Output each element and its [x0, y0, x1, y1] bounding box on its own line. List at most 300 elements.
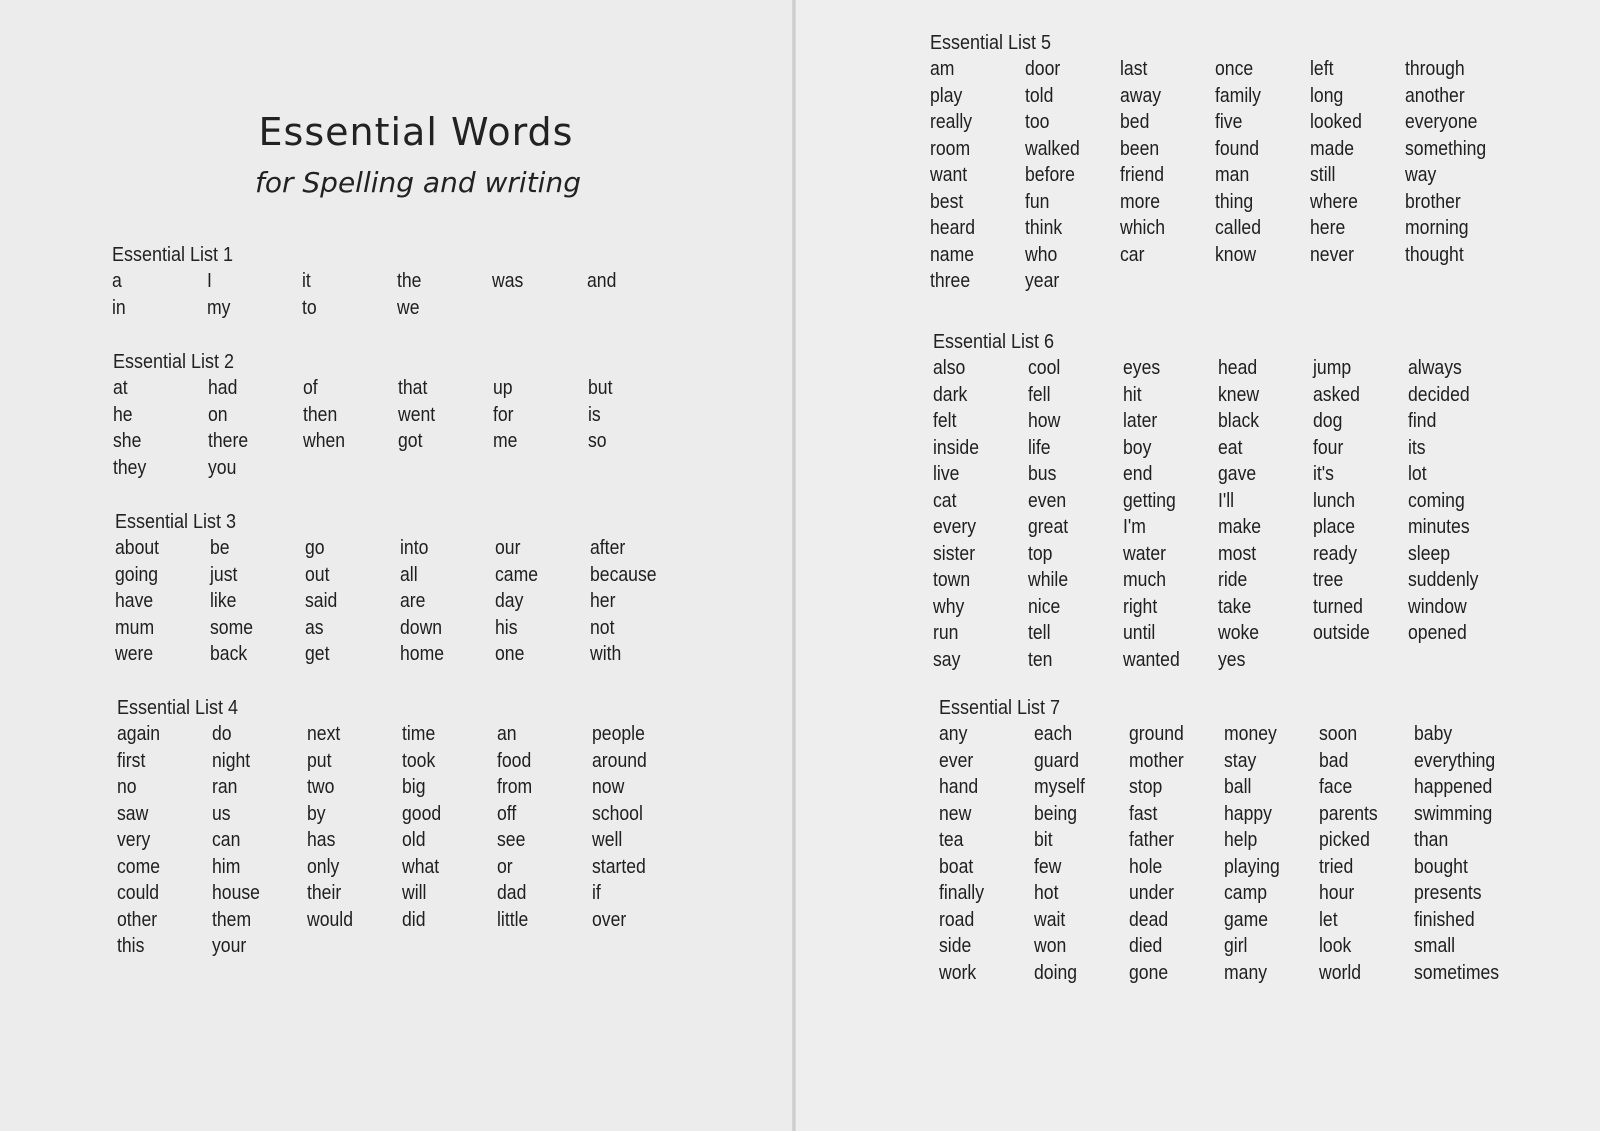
word: opened	[1408, 622, 1467, 644]
word: other	[117, 908, 158, 931]
word: getting	[1123, 489, 1176, 512]
word: dark	[933, 383, 968, 406]
list-heading: Essential List 7	[939, 697, 1061, 719]
word: did	[402, 908, 426, 931]
word: long	[1310, 84, 1344, 107]
word: make	[1218, 516, 1262, 538]
word: made	[1310, 137, 1355, 160]
word: place	[1313, 516, 1356, 538]
word-grid	[115, 535, 685, 668]
word: many	[1224, 961, 1268, 984]
word: some	[210, 616, 254, 639]
word: help	[1224, 829, 1258, 851]
word: boat	[939, 855, 974, 878]
word: have	[115, 590, 154, 612]
word: mum	[115, 616, 155, 639]
word: play	[930, 84, 963, 107]
word: really	[930, 111, 973, 133]
word: gave	[1218, 463, 1257, 485]
word: would	[307, 908, 353, 931]
word: small	[1414, 935, 1456, 957]
word: cool	[1028, 357, 1061, 379]
word: minutes	[1408, 516, 1470, 538]
word: ten	[1028, 648, 1053, 671]
word: go	[305, 537, 325, 559]
word: because	[590, 563, 657, 586]
word: more	[1120, 190, 1161, 213]
word: before	[1025, 164, 1075, 186]
word: him	[212, 855, 241, 878]
word: to	[302, 296, 317, 319]
word: walked	[1025, 137, 1080, 160]
word: something	[1405, 137, 1487, 160]
list-heading: Essential List 6	[933, 331, 1055, 353]
word: ride	[1218, 569, 1248, 591]
word: every	[933, 516, 977, 538]
word: as	[305, 616, 324, 639]
word: can	[212, 829, 241, 851]
word: fell	[1028, 383, 1051, 406]
word: ready	[1313, 542, 1358, 565]
word: if	[592, 882, 601, 904]
list-heading: Essential List 1	[112, 244, 234, 266]
word: lot	[1408, 463, 1427, 485]
word: only	[307, 855, 340, 878]
word: window	[1408, 595, 1467, 618]
word: eat	[1218, 436, 1243, 459]
word: water	[1123, 542, 1167, 565]
list-heading: Essential List 2	[113, 351, 235, 373]
word: good	[402, 802, 442, 825]
word: where	[1310, 190, 1358, 213]
word: our	[495, 537, 521, 559]
word: going	[115, 563, 159, 586]
word: heard	[930, 217, 976, 239]
word: I'll	[1218, 489, 1235, 512]
word: at	[113, 377, 128, 399]
word: face	[1319, 776, 1353, 798]
word: I'm	[1123, 516, 1146, 538]
word: of	[303, 377, 318, 399]
word: went	[398, 403, 436, 426]
word: last	[1120, 58, 1148, 80]
word: sometimes	[1414, 961, 1500, 984]
word: a	[112, 270, 122, 292]
word: mother	[1129, 749, 1184, 772]
word: saw	[117, 802, 149, 825]
word: school	[592, 802, 643, 825]
word: being	[1034, 802, 1078, 825]
word: friend	[1120, 164, 1165, 186]
word: well	[592, 829, 623, 851]
word: it	[302, 270, 311, 292]
word: ground	[1129, 723, 1184, 745]
word: bus	[1028, 463, 1057, 485]
word: so	[588, 430, 607, 452]
word: car	[1120, 243, 1145, 266]
word: them	[212, 908, 252, 931]
word: boy	[1123, 436, 1152, 459]
word: few	[1034, 855, 1062, 878]
word: told	[1025, 84, 1054, 107]
word: down	[400, 616, 443, 639]
word: again	[117, 723, 161, 745]
word: here	[1310, 217, 1346, 239]
word: into	[400, 537, 429, 559]
word: when	[303, 430, 346, 452]
word: ran	[212, 776, 238, 798]
word: any	[939, 723, 968, 745]
word: eyes	[1123, 357, 1161, 379]
word: new	[939, 802, 972, 825]
word: house	[212, 882, 260, 904]
word: which	[1120, 217, 1166, 239]
word-list-1	[112, 242, 682, 321]
word: its	[1408, 436, 1426, 459]
word: away	[1120, 84, 1162, 107]
word: this	[117, 935, 145, 957]
word: always	[1408, 357, 1462, 379]
word: nice	[1028, 595, 1061, 618]
word-grid	[112, 268, 682, 321]
word: turned	[1313, 595, 1363, 618]
word: best	[930, 190, 964, 213]
word-grid	[939, 721, 1509, 986]
word: think	[1025, 217, 1063, 239]
word: their	[307, 882, 342, 904]
word: in	[112, 296, 126, 319]
word: me	[493, 430, 518, 452]
word: hour	[1319, 882, 1355, 904]
word: look	[1319, 935, 1352, 957]
word: on	[208, 403, 228, 426]
word: food	[497, 749, 532, 772]
word: also	[933, 357, 966, 379]
word: town	[933, 569, 971, 591]
word: ever	[939, 749, 974, 772]
word: got	[398, 430, 423, 452]
word: won	[1034, 935, 1067, 957]
word-list-4	[117, 695, 687, 960]
word: over	[592, 908, 627, 931]
word-list-3	[115, 509, 685, 668]
word: dead	[1129, 908, 1169, 931]
word: people	[592, 723, 645, 745]
word: too	[1025, 111, 1050, 133]
word: end	[1123, 463, 1153, 485]
word: myself	[1034, 776, 1085, 798]
word: right	[1123, 595, 1158, 618]
word: black	[1218, 410, 1260, 432]
word: road	[939, 908, 975, 931]
word: get	[305, 643, 330, 665]
word: fast	[1129, 802, 1158, 825]
word: will	[402, 882, 427, 904]
word: old	[402, 829, 426, 851]
word: little	[497, 908, 529, 931]
word: happy	[1224, 802, 1272, 825]
word: top	[1028, 542, 1053, 565]
word-list-2	[113, 349, 683, 481]
word: about	[115, 537, 160, 559]
word: could	[117, 882, 160, 904]
word: were	[115, 643, 154, 665]
word: dad	[497, 882, 527, 904]
word: died	[1129, 935, 1163, 957]
word: you	[208, 456, 237, 479]
word-list-7	[939, 695, 1509, 986]
word: no	[117, 776, 137, 798]
word: inside	[933, 436, 979, 459]
word: just	[210, 563, 238, 586]
word: cat	[933, 489, 957, 512]
word: been	[1120, 137, 1160, 160]
word: left	[1310, 58, 1334, 80]
word: world	[1319, 961, 1362, 984]
word: time	[402, 723, 436, 745]
word: why	[933, 595, 965, 618]
word: found	[1215, 137, 1260, 160]
word: what	[402, 855, 440, 878]
word: night	[212, 749, 251, 772]
word: thing	[1215, 190, 1254, 213]
word: another	[1405, 84, 1465, 107]
word: name	[930, 243, 975, 266]
word: wait	[1034, 908, 1066, 931]
word: they	[113, 456, 147, 479]
word: asked	[1313, 383, 1360, 406]
word: lunch	[1313, 489, 1356, 512]
word: tea	[939, 829, 964, 851]
word: big	[402, 776, 426, 798]
word: called	[1215, 217, 1261, 239]
word: much	[1123, 569, 1167, 591]
word: your	[212, 935, 247, 957]
word: great	[1028, 516, 1069, 538]
word: know	[1215, 243, 1257, 266]
word: dog	[1313, 410, 1343, 432]
word: it's	[1313, 463, 1334, 485]
word: way	[1405, 164, 1437, 186]
word: let	[1319, 908, 1338, 931]
word: took	[402, 749, 436, 772]
word: year	[1025, 270, 1060, 292]
word: brother	[1405, 190, 1461, 213]
word: find	[1408, 410, 1437, 432]
word: than	[1414, 829, 1449, 851]
word: still	[1310, 164, 1336, 186]
word: all	[400, 563, 418, 586]
word: next	[307, 723, 341, 745]
word: doing	[1034, 961, 1078, 984]
word: once	[1215, 58, 1254, 80]
word: fun	[1025, 190, 1050, 213]
word: money	[1224, 723, 1277, 745]
word: not	[590, 616, 615, 639]
word: that	[398, 377, 428, 399]
word: everything	[1414, 749, 1496, 772]
word: side	[939, 935, 972, 957]
word: morning	[1405, 217, 1469, 239]
word: back	[210, 643, 248, 665]
word: ball	[1224, 776, 1252, 798]
word: felt	[933, 410, 957, 432]
word: has	[307, 829, 336, 851]
word-grid	[117, 721, 687, 960]
word: for	[493, 403, 514, 426]
word: baby	[1414, 723, 1453, 745]
word: had	[208, 377, 238, 399]
word: came	[495, 563, 539, 586]
word: live	[933, 463, 960, 485]
word: decided	[1408, 383, 1470, 406]
word: tried	[1319, 855, 1354, 878]
word: even	[1028, 489, 1067, 512]
word: head	[1218, 357, 1258, 379]
word: like	[210, 590, 237, 612]
word: room	[930, 137, 971, 160]
word: want	[930, 164, 968, 186]
word: guard	[1034, 749, 1080, 772]
word: soon	[1319, 723, 1358, 745]
word: who	[1025, 243, 1058, 266]
page-subtitle: for Spelling and writing	[255, 166, 581, 199]
list-heading: Essential List 4	[117, 697, 239, 719]
word: after	[590, 537, 626, 559]
word: everyone	[1405, 111, 1478, 133]
word: gone	[1129, 961, 1169, 984]
word-grid	[933, 355, 1503, 673]
word: family	[1215, 84, 1261, 107]
word: how	[1028, 410, 1061, 432]
word: see	[497, 829, 526, 851]
word-list-5	[930, 30, 1500, 295]
word: bought	[1414, 855, 1468, 878]
word: suddenly	[1408, 569, 1479, 591]
word: off	[497, 802, 517, 825]
word: sister	[933, 542, 976, 565]
title-block	[0, 110, 792, 199]
word: picked	[1319, 829, 1370, 851]
word: started	[592, 855, 646, 878]
word: around	[592, 749, 647, 772]
word: or	[497, 855, 513, 878]
word-list-6	[933, 329, 1503, 673]
word: thought	[1405, 243, 1464, 266]
word: then	[303, 403, 338, 426]
word: finally	[939, 882, 985, 904]
word: most	[1218, 542, 1257, 565]
word: his	[495, 616, 518, 639]
word: bad	[1319, 749, 1349, 772]
word: we	[397, 296, 420, 319]
word: stay	[1224, 749, 1257, 772]
word: happened	[1414, 776, 1493, 798]
word: come	[117, 855, 161, 878]
word: hot	[1034, 882, 1059, 904]
word: life	[1028, 436, 1051, 459]
word: while	[1028, 569, 1069, 591]
word: the	[397, 270, 422, 292]
word: presents	[1414, 882, 1482, 904]
word: under	[1129, 882, 1175, 904]
word-grid	[930, 56, 1500, 295]
word: father	[1129, 829, 1175, 851]
word: tell	[1028, 622, 1051, 644]
word: an	[497, 723, 517, 745]
word: knew	[1218, 383, 1260, 406]
word: was	[492, 270, 524, 292]
word: hand	[939, 776, 979, 798]
word: say	[933, 648, 961, 671]
word: now	[592, 776, 625, 798]
word: parents	[1319, 802, 1378, 825]
word: out	[305, 563, 330, 586]
word: four	[1313, 436, 1344, 459]
word: but	[588, 377, 613, 399]
word: through	[1405, 58, 1465, 80]
word: bed	[1120, 111, 1150, 133]
word: her	[590, 590, 616, 612]
word: he	[113, 403, 133, 426]
word: door	[1025, 58, 1061, 80]
word: run	[933, 622, 959, 644]
word: am	[930, 58, 955, 80]
word: first	[117, 749, 146, 772]
word: three	[930, 270, 971, 292]
word: and	[587, 270, 617, 292]
word: outside	[1313, 622, 1370, 644]
word: game	[1224, 908, 1269, 931]
word: put	[307, 749, 332, 772]
word: wanted	[1123, 648, 1180, 671]
word: home	[400, 643, 445, 665]
word: swimming	[1414, 802, 1493, 825]
word: said	[305, 590, 338, 612]
word: us	[212, 802, 231, 825]
word: looked	[1310, 111, 1362, 133]
word: I	[207, 270, 212, 292]
word: until	[1123, 622, 1156, 644]
word: with	[590, 643, 622, 665]
word: very	[117, 829, 151, 851]
word: playing	[1224, 855, 1280, 878]
word: take	[1218, 595, 1252, 618]
word: be	[210, 537, 230, 559]
list-heading: Essential List 3	[115, 511, 237, 533]
word: yes	[1218, 648, 1246, 671]
word: there	[208, 430, 249, 452]
word: are	[400, 590, 426, 612]
word: do	[212, 723, 232, 745]
word: by	[307, 802, 326, 825]
word: one	[495, 643, 525, 665]
word: hole	[1129, 855, 1163, 878]
word: she	[113, 430, 142, 452]
list-heading: Essential List 5	[930, 32, 1052, 54]
word: bit	[1034, 829, 1053, 851]
word: from	[497, 776, 533, 798]
word: five	[1215, 111, 1243, 133]
word: girl	[1224, 935, 1248, 957]
word-grid	[113, 375, 683, 481]
word: camp	[1224, 882, 1268, 904]
word: never	[1310, 243, 1355, 266]
word: later	[1123, 410, 1158, 432]
word: stop	[1129, 776, 1163, 798]
word: tree	[1313, 569, 1344, 591]
word: hit	[1123, 383, 1142, 406]
